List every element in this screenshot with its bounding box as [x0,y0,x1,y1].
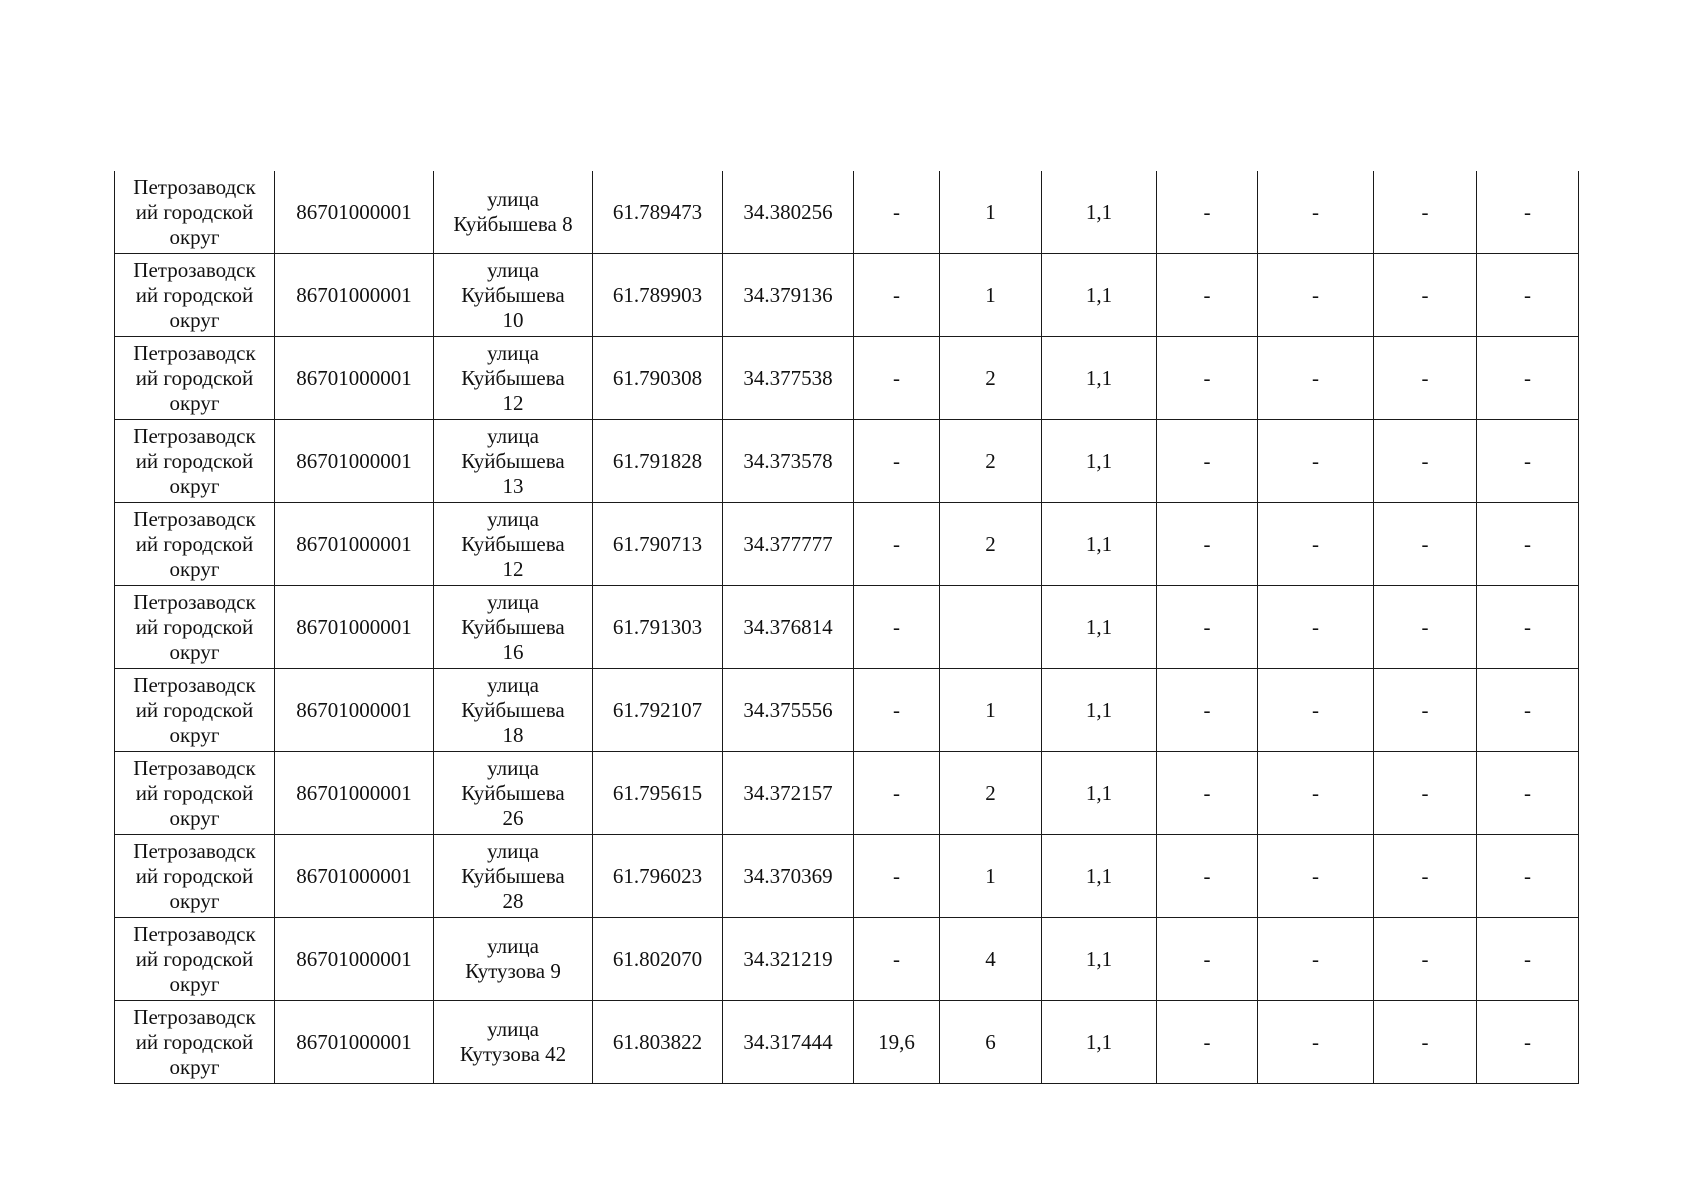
municipality-cell [115,669,275,752]
value-cell-text: - [1524,365,1531,390]
value-cell [1157,752,1258,835]
oktmo-cell [275,752,434,835]
value-cell-text: - [1421,614,1429,639]
value-cell [1477,1001,1579,1084]
value-cell-text: - [893,531,900,556]
municipality-cell-text: Петрозаводск ий городской округ [133,174,256,249]
count-cell [940,918,1042,1001]
value-cell-text: - [1524,282,1531,307]
value-cell-text: - [893,946,900,971]
address-cell [434,669,593,752]
oktmo-cell [275,503,434,586]
value-cell-text: - [1312,531,1319,556]
municipality-cell-text: Петрозаводск ий городской округ [133,257,256,332]
longitude-cell [723,669,854,752]
value-cell-text: - [1312,448,1319,473]
longitude-cell [723,752,854,835]
longitude-cell-text: 34.370369 [743,863,833,888]
latitude-cell [593,337,723,420]
value-cell-text: - [1524,199,1531,224]
value-cell [1477,171,1579,254]
value-cell-text: - [1203,365,1211,390]
value-cell-text: - [1312,863,1319,888]
address-cell-text: улица Куйбышева 13 [461,423,565,498]
value-cell-text: - [893,199,900,224]
value-cell [1477,503,1579,586]
address-cell-text: улица Куйбышева 16 [461,589,565,664]
value-cell [1374,171,1477,254]
count-cell-text: 4 [985,946,996,971]
count-cell [940,337,1042,420]
address-cell [434,337,593,420]
latitude-cell-text: 61.790308 [612,365,703,390]
longitude-cell [723,337,854,420]
table-row [115,918,1579,1001]
address-cell-text: улица Куйбышева 8 [453,187,573,236]
coefficient-cell-text: 1,1 [1085,697,1113,722]
value-cell-text: - [1203,1029,1211,1054]
value-cell [1477,752,1579,835]
municipality-cell-text: Петрозаводск ий городской округ [133,1004,256,1079]
coefficient-cell-text: 1,1 [1085,448,1113,473]
value-cell [1258,835,1374,918]
table-row [115,254,1579,337]
longitude-cell-text: 34.375556 [743,697,833,722]
address-cell-text: улица Куйбышева 28 [461,838,565,913]
value-cell [854,503,940,586]
value-cell [1157,254,1258,337]
longitude-cell [723,254,854,337]
oktmo-cell [275,171,434,254]
count-cell [940,586,1042,669]
count-cell [940,503,1042,586]
value-cell [1374,835,1477,918]
latitude-cell-text: 61.790713 [612,531,703,556]
oktmo-cell [275,586,434,669]
value-cell [854,669,940,752]
latitude-cell [593,669,723,752]
value-cell-text: - [1203,697,1211,722]
longitude-cell-text: 34.379136 [743,282,833,307]
latitude-cell-text: 61.802070 [612,946,703,971]
municipality-cell-text: Петрозаводск ий городской округ [133,589,256,664]
coefficient-cell [1042,752,1157,835]
address-cell-text: улица Куйбышева 26 [461,755,565,830]
oktmo-cell [275,669,434,752]
value-cell [1258,420,1374,503]
municipality-cell [115,918,275,1001]
value-cell-text: - [1524,697,1531,722]
latitude-cell [593,1001,723,1084]
value-cell [854,752,940,835]
address-cell [434,752,593,835]
value-cell-text: - [893,614,900,639]
coefficient-cell [1042,918,1157,1001]
value-cell-text: - [1421,946,1429,971]
longitude-cell [723,918,854,1001]
latitude-cell-text: 61.792107 [612,697,703,722]
address-cell-text: улица Куйбышева 10 [461,257,565,332]
value-cell [854,337,940,420]
value-cell-text: - [1312,614,1319,639]
oktmo-cell-text: 86701000001 [296,863,412,888]
count-cell-text: 6 [985,1029,996,1054]
value-cell-text: - [1524,448,1531,473]
count-cell [940,171,1042,254]
value-cell [1477,420,1579,503]
value-cell [854,171,940,254]
address-cell [434,420,593,503]
value-cell-text: - [1421,282,1429,307]
address-cell [434,1001,593,1084]
longitude-cell-text: 34.372157 [743,780,833,805]
value-cell [854,420,940,503]
oktmo-cell [275,835,434,918]
value-cell-text: - [1203,199,1211,224]
coefficient-cell-text: 1,1 [1085,531,1113,556]
oktmo-cell [275,420,434,503]
value-cell [854,254,940,337]
coefficient-cell [1042,835,1157,918]
value-cell-text: - [1203,448,1211,473]
oktmo-cell-text: 86701000001 [296,780,412,805]
value-cell [1258,752,1374,835]
value-cell [1374,1001,1477,1084]
value-cell-text: - [1524,1029,1531,1054]
address-cell [434,586,593,669]
value-cell [1374,752,1477,835]
value-cell [1374,586,1477,669]
latitude-cell [593,503,723,586]
municipality-cell-text: Петрозаводск ий городской округ [133,755,256,830]
value-cell-text: - [1524,946,1531,971]
value-cell-text: - [1421,365,1429,390]
value-cell-text: - [1524,863,1531,888]
value-cell-text: - [1524,780,1531,805]
address-cell [434,918,593,1001]
value-cell [1157,586,1258,669]
count-cell [940,1001,1042,1084]
value-cell-text: - [1421,448,1429,473]
coefficient-cell-text: 1,1 [1085,1029,1113,1054]
table-body [115,171,1579,1084]
latitude-cell-text: 61.795615 [612,780,703,805]
value-cell [1157,1001,1258,1084]
count-cell [940,835,1042,918]
coefficient-cell-text: 1,1 [1085,863,1113,888]
latitude-cell [593,171,723,254]
value-cell [1374,669,1477,752]
value-cell [1477,835,1579,918]
value-cell [854,835,940,918]
value-cell-text: - [893,282,900,307]
count-cell-text: 1 [985,199,996,224]
value-cell [1157,503,1258,586]
value-cell [1477,669,1579,752]
value-cell-text: - [1312,199,1319,224]
value-cell-text: - [1421,697,1429,722]
oktmo-cell-text: 86701000001 [296,614,412,639]
address-cell [434,835,593,918]
count-cell [940,669,1042,752]
table-row [115,420,1579,503]
longitude-cell-text: 34.317444 [743,1029,833,1054]
value-cell [1374,337,1477,420]
coefficient-cell [1042,254,1157,337]
count-cell-text: 1 [985,282,996,307]
longitude-cell [723,1001,854,1084]
value-cell-text: - [893,448,900,473]
value-cell-text: - [1312,1029,1319,1054]
latitude-cell-text: 61.803822 [612,1029,703,1054]
latitude-cell [593,918,723,1001]
value-cell [1477,337,1579,420]
municipality-cell [115,752,275,835]
count-cell [940,752,1042,835]
value-cell-text: - [1524,531,1531,556]
municipality-cell-text: Петрозаводск ий городской округ [133,672,256,747]
value-cell [1374,420,1477,503]
address-cell-text: улица Кутузова 42 [459,1017,567,1066]
value-cell [1477,918,1579,1001]
value-cell-text: - [893,697,900,722]
oktmo-cell [275,337,434,420]
value-cell-text: - [1312,780,1319,805]
address-cell-text: улица Куйбышева 12 [461,340,565,415]
value-cell [1157,337,1258,420]
latitude-cell [593,420,723,503]
latitude-cell [593,752,723,835]
table-row [115,835,1579,918]
value-cell-text: - [893,863,900,888]
value-cell [854,1001,940,1084]
municipality-cell-text: Петрозаводск ий городской округ [133,506,256,581]
address-cell [434,254,593,337]
value-cell-text: - [1203,282,1211,307]
longitude-cell-text: 34.376814 [743,614,833,639]
value-cell [1477,586,1579,669]
count-cell [940,420,1042,503]
value-cell [1374,254,1477,337]
oktmo-cell-text: 86701000001 [296,946,412,971]
value-cell [1258,1001,1374,1084]
address-cell [434,503,593,586]
value-cell-text: - [1312,697,1319,722]
count-cell-text: 2 [985,448,996,473]
oktmo-cell-text: 86701000001 [296,531,412,556]
coefficient-cell [1042,503,1157,586]
value-cell-text: - [1312,282,1319,307]
value-cell [1258,918,1374,1001]
latitude-cell-text: 61.789903 [612,282,703,307]
coefficient-cell-text: 1,1 [1085,780,1113,805]
count-cell-text: 2 [985,780,996,805]
value-cell [1157,835,1258,918]
value-cell [1258,586,1374,669]
municipality-cell [115,835,275,918]
oktmo-cell-text: 86701000001 [296,199,412,224]
value-cell [1258,669,1374,752]
value-cell [854,586,940,669]
value-cell-text: - [893,780,900,805]
table-row [115,1001,1579,1084]
coefficient-cell [1042,1001,1157,1084]
count-cell-text: 2 [985,365,996,390]
municipality-cell [115,171,275,254]
municipality-cell-text: Петрозаводск ий городской округ [133,921,256,996]
longitude-cell-text: 34.377538 [743,365,833,390]
table-row [115,752,1579,835]
municipality-cell [115,254,275,337]
municipality-cell [115,503,275,586]
longitude-cell [723,835,854,918]
latitude-cell-text: 61.791828 [612,448,703,473]
value-cell [1477,254,1579,337]
value-cell [1157,420,1258,503]
longitude-cell [723,420,854,503]
value-cell-text: - [1421,1029,1429,1054]
address-cell [434,171,593,254]
longitude-cell-text: 34.373578 [743,448,833,473]
value-cell-text: - [1312,946,1319,971]
table-row [115,171,1579,254]
longitude-cell-text: 34.380256 [743,199,833,224]
count-cell-text: 2 [985,531,996,556]
oktmo-cell-text: 86701000001 [296,1029,412,1054]
longitude-cell [723,171,854,254]
value-cell-text: - [1421,531,1429,556]
municipality-cell [115,337,275,420]
municipality-cell-text: Петрозаводск ий городской округ [133,838,256,913]
value-cell [1157,918,1258,1001]
value-cell [1157,669,1258,752]
oktmo-cell [275,918,434,1001]
count-cell-text: 1 [985,863,996,888]
latitude-cell [593,586,723,669]
longitude-cell [723,503,854,586]
latitude-cell [593,254,723,337]
value-cell-text: - [1203,946,1211,971]
count-cell-text: 1 [985,697,996,722]
table-row [115,669,1579,752]
oktmo-cell [275,254,434,337]
coefficient-cell-text: 1,1 [1085,946,1113,971]
table-row [115,586,1579,669]
coefficient-cell [1042,171,1157,254]
coefficient-cell-text: 1,1 [1085,365,1113,390]
address-cell-text: улица Кутузова 9 [465,934,561,983]
longitude-cell-text: 34.377777 [743,531,833,556]
address-cell-text: улица Куйбышева 18 [461,672,565,747]
value-cell-text: - [1421,199,1429,224]
latitude-cell [593,835,723,918]
municipality-cell-text: Петрозаводск ий городской округ [133,423,256,498]
latitude-cell-text: 61.796023 [612,863,703,888]
value-cell-text: - [1203,531,1211,556]
table-row [115,337,1579,420]
address-cell-text: улица Куйбышева 12 [461,506,565,581]
coefficient-cell [1042,420,1157,503]
table-row [115,503,1579,586]
coefficient-cell [1042,337,1157,420]
value-cell [1258,254,1374,337]
oktmo-cell [275,1001,434,1084]
municipality-cell-text: Петрозаводск ий городской округ [133,340,256,415]
municipality-cell [115,586,275,669]
value-cell-text: - [1524,614,1531,639]
latitude-cell-text: 61.789473 [612,199,703,224]
value-cell [1374,503,1477,586]
value-cell [854,918,940,1001]
data-table [114,171,1579,1084]
value-cell-text: - [1312,365,1319,390]
value-cell-text: 19,6 [878,1029,915,1054]
value-cell-text: - [1203,614,1211,639]
value-cell [1374,918,1477,1001]
oktmo-cell-text: 86701000001 [296,282,412,307]
oktmo-cell-text: 86701000001 [296,448,412,473]
municipality-cell [115,420,275,503]
count-cell [940,254,1042,337]
municipality-cell [115,1001,275,1084]
coefficient-cell [1042,586,1157,669]
coefficient-cell-text: 1,1 [1085,614,1113,639]
oktmo-cell-text: 86701000001 [296,365,412,390]
oktmo-cell-text: 86701000001 [296,697,412,722]
value-cell [1258,337,1374,420]
value-cell-text: - [1421,863,1429,888]
longitude-cell [723,586,854,669]
coefficient-cell [1042,669,1157,752]
value-cell-text: - [1203,780,1211,805]
coefficient-cell-text: 1,1 [1085,282,1113,307]
latitude-cell-text: 61.791303 [612,614,703,639]
coefficient-cell-text: 1,1 [1085,199,1113,224]
value-cell [1258,503,1374,586]
value-cell [1258,171,1374,254]
value-cell-text: - [893,365,900,390]
longitude-cell-text: 34.321219 [743,946,833,971]
value-cell-text: - [1203,863,1211,888]
value-cell-text: - [1421,780,1429,805]
value-cell [1157,171,1258,254]
